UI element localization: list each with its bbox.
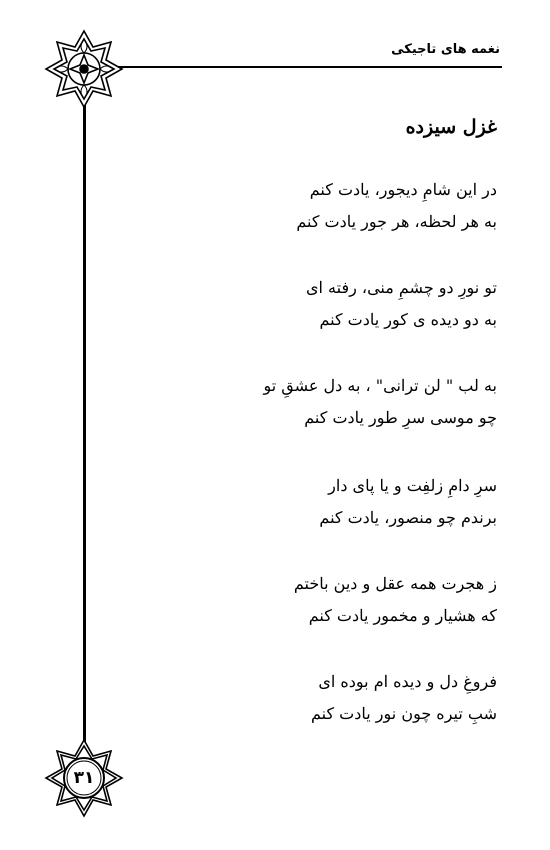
star-rosette-icon <box>44 29 124 109</box>
page-number: ۳۱ <box>73 768 95 788</box>
poem-title: غزل سیزده <box>405 116 497 138</box>
verse-line: که هشیار و مخمور یادت کنم <box>308 606 497 625</box>
book-title: نغمه های تاجیکی <box>391 42 500 57</box>
verse-line: به لب " لن ترانی" ، به دل عشقِ تو <box>263 376 497 395</box>
verse-line: به دو دیده ی کور یادت کنم <box>319 310 497 329</box>
header-rule <box>84 66 502 68</box>
verse-line: برندم چو منصور، یادت کنم <box>319 508 497 527</box>
stanza-3 <box>263 370 497 434</box>
margin-rule <box>83 68 86 776</box>
verse-line: سرِ دامِ زلفِت و یا پای دار <box>328 476 497 495</box>
verse-line: در این شامِ دیجور، یادت کنم <box>309 180 497 199</box>
verse-line: چو موسی سرِ طور یادت کنم <box>304 408 497 427</box>
stanza-5 <box>294 568 497 632</box>
stanza-2 <box>306 272 497 336</box>
verse-line: ز هجرت همه عقل و دین باختم <box>293 574 497 593</box>
stanza-1 <box>296 174 497 238</box>
stanza-6 <box>311 666 497 730</box>
verse-line: شبِ تیره چون نور یادت کنم <box>311 704 497 723</box>
verse-line: فروغِ دل و دیده ام بوده ای <box>318 672 497 691</box>
verse-line: تو نورِ دو چشمِ منی، رفته ای <box>306 278 497 297</box>
stanza-4 <box>319 470 497 534</box>
verse-line: به هر لحظه، هر جور یادت کنم <box>296 212 497 231</box>
